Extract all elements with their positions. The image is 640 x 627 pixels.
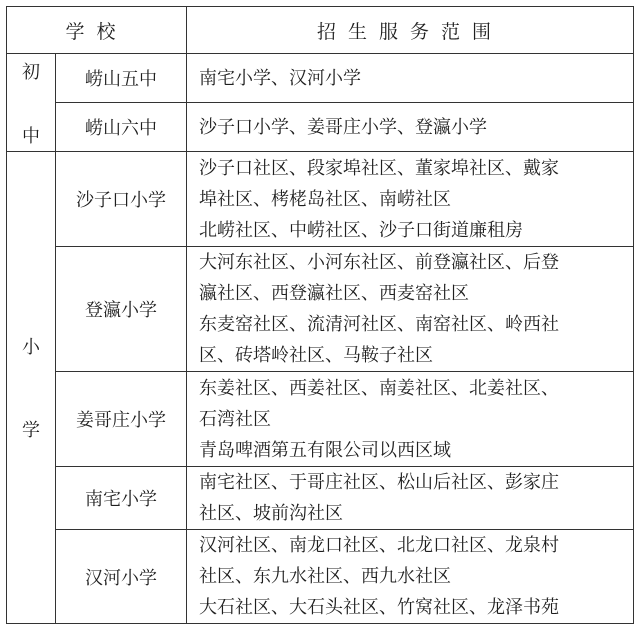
service-area xyxy=(187,247,634,372)
category-char: 小 xyxy=(22,337,40,358)
category-char: 中 xyxy=(22,125,40,147)
school-name: 崂山六中 xyxy=(56,103,187,152)
service-area-line: 南宅社区、于哥庄社区、松山后社区、彭家庄 xyxy=(199,472,560,493)
service-area xyxy=(187,530,634,624)
header-range: 招生服务范围 xyxy=(187,7,634,54)
service-area xyxy=(187,54,634,103)
service-area-line: 区、砖塔岭社区、马鞍子社区 xyxy=(199,345,434,366)
category-char: 初 xyxy=(22,61,40,83)
school-name: 崂山五中 xyxy=(56,54,187,103)
table-header-row xyxy=(7,7,634,54)
service-area-line: 瀛社区、西登瀛社区、西麦窑社区 xyxy=(199,283,470,304)
category-char: 学 xyxy=(22,420,40,441)
table-row xyxy=(7,372,634,467)
school-name: 南宅小学 xyxy=(56,467,187,530)
category-cell xyxy=(7,54,56,152)
category-cell xyxy=(7,152,56,624)
table-row xyxy=(7,152,634,247)
school-name: 姜哥庄小学 xyxy=(56,372,187,467)
service-area-line: 青岛啤酒第五有限公司以西区域 xyxy=(199,439,452,461)
service-area-line: 东麦窑社区、流清河社区、南窑社区、岭西社 xyxy=(199,314,560,335)
enrollment-table xyxy=(6,6,634,624)
service-area-line: 埠社区、栲栳岛社区、南崂社区 xyxy=(199,188,452,210)
table-row xyxy=(7,530,634,624)
service-area-line: 沙子口小学、姜哥庄小学、登瀛小学 xyxy=(199,116,488,138)
service-area xyxy=(187,103,634,152)
service-area-line: 北崂社区、中崂社区、沙子口街道廉租房 xyxy=(199,219,524,241)
service-area xyxy=(187,372,634,467)
service-area xyxy=(187,467,634,530)
table-row xyxy=(7,54,634,103)
table-row xyxy=(7,103,634,152)
school-name: 汉河小学 xyxy=(56,530,187,624)
school-name: 登瀛小学 xyxy=(56,247,187,372)
service-area-line: 东姜社区、西姜社区、南姜社区、北姜社区、 xyxy=(199,377,560,399)
service-area-line: 社区、东九水社区、西九水社区 xyxy=(199,566,452,587)
school-name: 沙子口小学 xyxy=(56,152,187,247)
service-area-line: 汉河社区、南龙口社区、北龙口社区、龙泉村 xyxy=(199,535,560,556)
service-area-line: 南宅小学、汉河小学 xyxy=(199,67,362,89)
service-area-line: 沙子口社区、段家埠社区、董家埠社区、戴家 xyxy=(199,157,560,179)
service-area-line: 石湾社区 xyxy=(199,408,272,430)
table-row xyxy=(7,467,634,530)
header-school: 学校 xyxy=(7,7,187,54)
service-area xyxy=(187,152,634,247)
service-area-line: 大河东社区、小河东社区、前登瀛社区、后登 xyxy=(199,252,560,273)
table-row xyxy=(7,247,634,372)
service-area-line: 大石社区、大石头社区、竹窝社区、龙泽书苑 xyxy=(199,597,560,618)
service-area-line: 社区、坡前沟社区 xyxy=(199,503,344,524)
